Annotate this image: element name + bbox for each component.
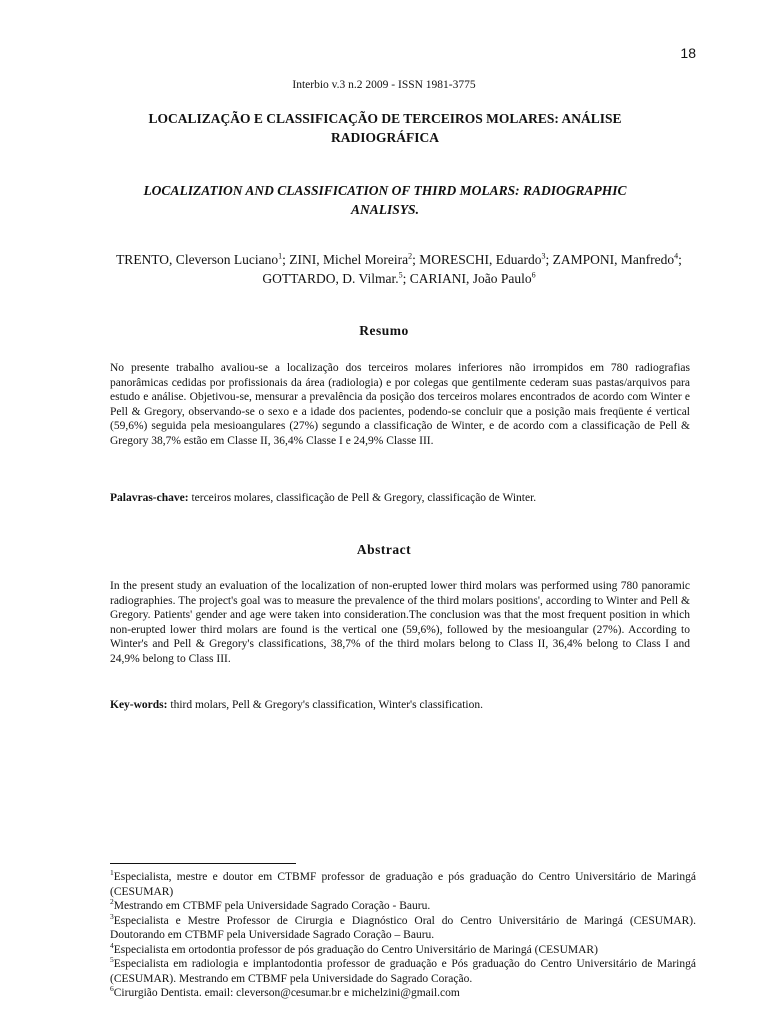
footnote-separator <box>110 863 296 864</box>
author-name: ZINI, Michel Moreira <box>289 252 409 267</box>
author-separator: ; <box>545 252 553 267</box>
author-affiliation-mark: 2 <box>408 251 413 261</box>
resumo-heading: Resumo <box>359 323 409 338</box>
keywords-label: Key-words: <box>110 699 168 711</box>
author-name: TRENTO, Cleverson Luciano <box>116 252 279 267</box>
title-english: LOCALIZATION AND CLASSIFICATION OF THIRD MOLARS: RADIOGRAPHIC ANALISYS. <box>143 183 627 217</box>
footnote <box>110 911 696 943</box>
abstract-heading: Abstract <box>356 542 412 557</box>
footnote <box>110 870 696 899</box>
footnote-number: 6 <box>110 984 114 994</box>
author-affiliation-mark: 5 <box>398 270 403 280</box>
footnote-number: 5 <box>110 955 114 965</box>
author-list <box>108 250 690 288</box>
author-separator: ; <box>678 252 682 267</box>
footnote <box>110 957 696 986</box>
author-affiliation-mark: 3 <box>541 251 546 261</box>
author-separator: ; <box>402 271 410 286</box>
footnote-number: 3 <box>110 911 114 921</box>
keywords-text: third molars, Pell & Gregory's classification, Winter's classification. <box>170 699 483 711</box>
palavras-chave-label: Palavras-chave: <box>110 492 189 504</box>
author-name: GOTTARDO, D. Vilmar. <box>262 271 399 286</box>
author-affiliation-mark: 4 <box>674 251 679 261</box>
footnote-text: Especialista em radiologia e implantodontia professor de graduação e Pós graduação do Centro Universitário de Maringá (CESUMAR). Mestrando em CTBMF pela Universidade do Sagrado Coração. <box>110 958 696 985</box>
title-portuguese: LOCALIZAÇÃO E CLASSIFICAÇÃO DE TERCEIROS MOLARES: ANÁLISE RADIOGRÁFICA <box>148 111 622 145</box>
palavras-chave <box>110 492 690 504</box>
keywords <box>110 699 690 711</box>
footnote-number: 2 <box>110 897 114 907</box>
page-number: 18 <box>680 45 696 61</box>
footnote-text: Especialista, mestre e doutor em CTBMF professor de graduação e pós graduação do Centro Universitário de Maringá (CESUMAR) <box>110 871 696 898</box>
footnote <box>110 940 696 958</box>
footnote-text: Especialista e Mestre Professor de Cirurgia e Diagnóstico Oral do Centro Universitário de Maringá (CESUMAR). Doutorando em CTBMF pela Universidade Sagrado Coração – Bauru. <box>110 914 696 941</box>
footnote-text: Mestrando em CTBMF pela Universidade Sagrado Coração - Bauru. <box>113 900 431 912</box>
author-separator: ; <box>412 252 420 267</box>
footnote-number: 1 <box>110 868 114 878</box>
author-affiliation-mark: 1 <box>278 251 283 261</box>
footnote-number: 4 <box>110 940 114 950</box>
resumo-paragraph: No presente trabalho avaliou-se a localização dos terceiros molares inferiores não irrompidos em 780 radiografias panorâmicas cedidas por profissionais da área (radiologia) e por colegas que gentilmente cederam suas pastas/arquivos para estudo e análise. Objetivou-se, mensurar a prevalência da posição dos terceiros molares encontrados de acordo com Winter e Pell & Gregory, observando-se o sexo e a idade dos pacientes, podendo-se concluir que a posição mais freqüente é vertical (59,6%) seguida pela mesioangulares (27%) segundo a classificação de Winter, e de acordo com a classificação de Pell & Gregory 38,7% estão em Classe II, 36,4% Classe I e 24,9% Classe III. <box>110 362 690 447</box>
footnote-text: Especialista em ortodontia professor de pós graduação do Centro Universitário de Maringá (CESUMAR) <box>113 943 598 956</box>
author-name: MORESCHI, Eduardo <box>419 252 542 267</box>
palavras-chave-text: terceiros molares, classificação de Pell & Gregory, classificação de Winter. <box>191 492 537 504</box>
author-name: ZAMPONI, Manfredo <box>552 252 675 267</box>
footnotes <box>110 870 696 1001</box>
footnote <box>110 986 696 1001</box>
footnote-text: Cirurgião Dentista. email: cleverson@cesumar.br e michelzini@gmail.com <box>113 987 460 999</box>
author-separator: ; <box>282 252 290 267</box>
author-name: CARIANI, João Paulo <box>409 271 532 286</box>
abstract-paragraph: In the present study an evaluation of the localization of non-erupted lower third molars was performed using 780 panoramic radiographies. The project's goal was to measure the prevalence of the third molars positions', according to Winter and Pell & Gregory. Patients' gender and age were taken into consideration.The conclusion was that the most frequent position in which non-erupted lower third molars are found is the vertical one (59,6%), followed by the mesioangular (27%). According to Winter's and Pell & Gregory's classifications, 38,7% of the third molars belong to Class II, 36,4% belong to Class I and 24,9% belong to Class III. <box>110 580 690 665</box>
journal-citation: Interbio v.3 n.2 2009 - ISSN 1981-3775 <box>292 79 476 91</box>
author-affiliation-mark: 6 <box>531 270 536 280</box>
footnote <box>110 899 696 914</box>
